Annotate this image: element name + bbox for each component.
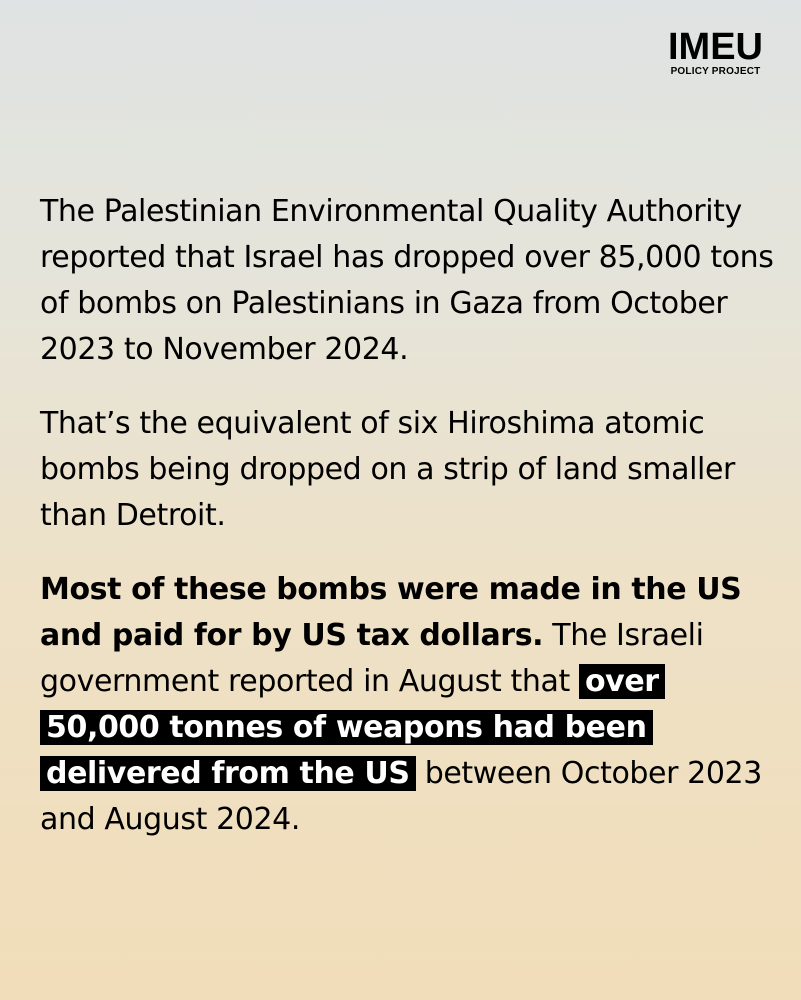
imeu-logo [668, 26, 763, 78]
text-after-highlight: between October 2023 and August 2024. [40, 756, 762, 837]
paragraph-us-weapons [40, 567, 775, 843]
paragraph-bomb-tonnage: The Palestinian Environmental Quality Authority reported that Israel has dropped over 85,000 tons of bombs on Palestinians in Gaza from October 2023 to November 2024. [40, 194, 774, 367]
text-before-highlight: The Israeli government reported in August that [40, 618, 704, 699]
paragraph-hiroshima-comparison: That’s the equivalent of six Hiroshima atomic bombs being dropped on a strip of land smaller than Detroit. [40, 406, 735, 533]
brand-subtitle: POLICY PROJECT [670, 66, 761, 77]
bold-statement: Most of these bombs were made in the US and paid for by US tax dollars. [40, 572, 742, 653]
main-text [40, 189, 775, 871]
highlighted-statement: over 50,000 tonnes of weapons had been delivered from the US [40, 664, 665, 791]
brand-name: IMEU [668, 26, 763, 68]
